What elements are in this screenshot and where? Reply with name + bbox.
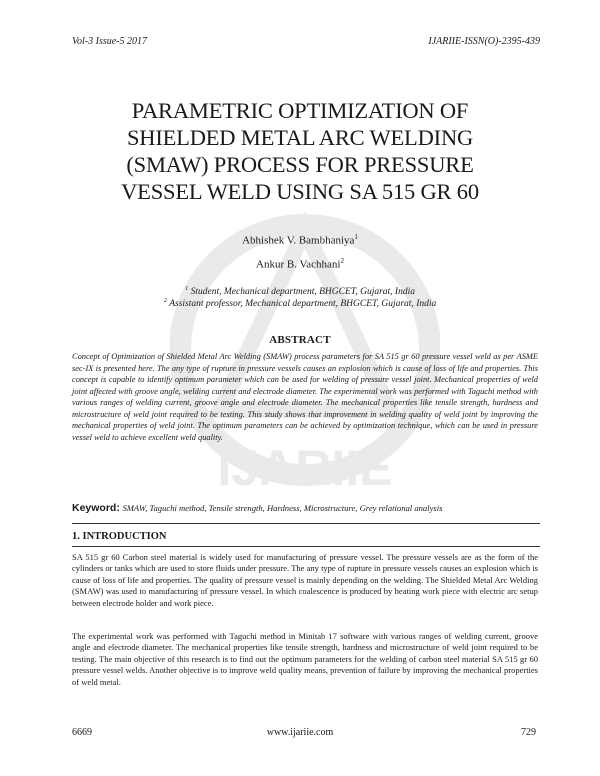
- author-sup: 2: [340, 257, 344, 265]
- affiliation-2: [0, 295, 600, 310]
- affiliation-text: Assistant professor, Mechanical department, BHGCET, Gujarat, India: [169, 299, 437, 310]
- section-rule-bottom: [72, 546, 540, 547]
- keywords-text: SMAW, Taguchi method, Tensile strength, Hardness, Microstructure, Grey relational analysis: [122, 503, 443, 513]
- affiliation-sup: 2: [163, 297, 167, 304]
- title-line: (SMAW) PROCESS FOR PRESSURE: [126, 152, 474, 177]
- intro-paragraph-1: SA 515 gr 60 Carbon steel material is widely used for manufacturing of pressure vessel. The pressure vessels are as the form of the cylinders or tanks which are used to store fluids under pressure. The any type of rupture in pressure vessels causes an explosion which is cause of loss of life and properties. The quality of pressure vessel is mainly depending on the welding. The Shielded Metal Arc Welding (SMAW) was used to manufacturing of pressure vessel. In which coalescence is produced by heating work piece with electric arc setup between electrode holder and work piece.: [72, 552, 538, 608]
- section-heading: 1. INTRODUCTION: [72, 531, 167, 542]
- journal-issn: IJARIIE-ISSN(O)-2395-439: [428, 36, 540, 47]
- title-line: PARAMETRIC OPTIMIZATION OF: [131, 98, 469, 123]
- affiliation-sup: 1: [185, 285, 189, 292]
- watermark-text: IJARIIE: [217, 440, 393, 496]
- author-name: Abhishek V. Bambhaniya: [242, 234, 355, 247]
- author-1: [0, 233, 600, 247]
- journal-volume: Vol-3 Issue-5 2017: [72, 36, 147, 47]
- keywords: [72, 502, 443, 514]
- author-name: Ankur B. Vachhani: [256, 258, 341, 271]
- footer-page-number: 729: [521, 727, 536, 738]
- intro-paragraph-2: The experimental work was performed with Taguchi method in Minitab 17 software with various ranges of welding current, groove angle and electrode diameter. The mechanical properties like tensile strength, hardness and microstructure of weld joint required to be testing. The main objective of this research is to find out the optimum parameters for the welding of carbon steel material SA 515 gr 60 pressure vessel welds. Another objective is to improve weld quality means, prevention of failure by improving the mechanical properties of weld metal.: [72, 631, 538, 687]
- author-sup: 1: [354, 233, 358, 241]
- affiliation-text: Student, Mechanical department, BHGCET, Gujarat, India: [190, 287, 415, 298]
- title-line: SHIELDED METAL ARC WELDING: [126, 125, 474, 150]
- abstract-heading: ABSTRACT: [269, 334, 331, 346]
- paper-title: [60, 97, 540, 205]
- title-line: VESSEL WELD USING SA 515 GR 60: [121, 179, 479, 204]
- abstract-text: Concept of Optimization of Shielded Metal Arc Welding (SMAW) process parameters for SA 515 gr 60 pressure vessel weld as per ASME sec-IX is presented here. The any type of rupture in pressure vessels causes an explosion which is cause of loss of life and properties. This concept is capable to identify optimum parameter which can be used for welding of pressure vessel joint. Mechanical properties of weld joint affected with groove angle, welding current and electrode diameter. The experimental work was performed with Taguchi method with various ranges of welding current, groove angle and electrode diameter. The mechanical properties like tensile strength, hardness and microstructure of weld joint required to be testing. This study shows that improvement in welding quality of weld joint by improving the mechanical properties of weld joint. The optimum parameters can be achieved by optimization technique, which can be used in pressure vessel weld to achieve excellent weld quality.: [72, 352, 538, 442]
- keywords-label: Keyword:: [72, 502, 120, 514]
- author-2: [0, 257, 600, 271]
- footer-page-id: 6669: [72, 727, 92, 738]
- footer-website[interactable]: www.ijariie.com: [266, 727, 334, 738]
- section-rule-top: [72, 523, 540, 524]
